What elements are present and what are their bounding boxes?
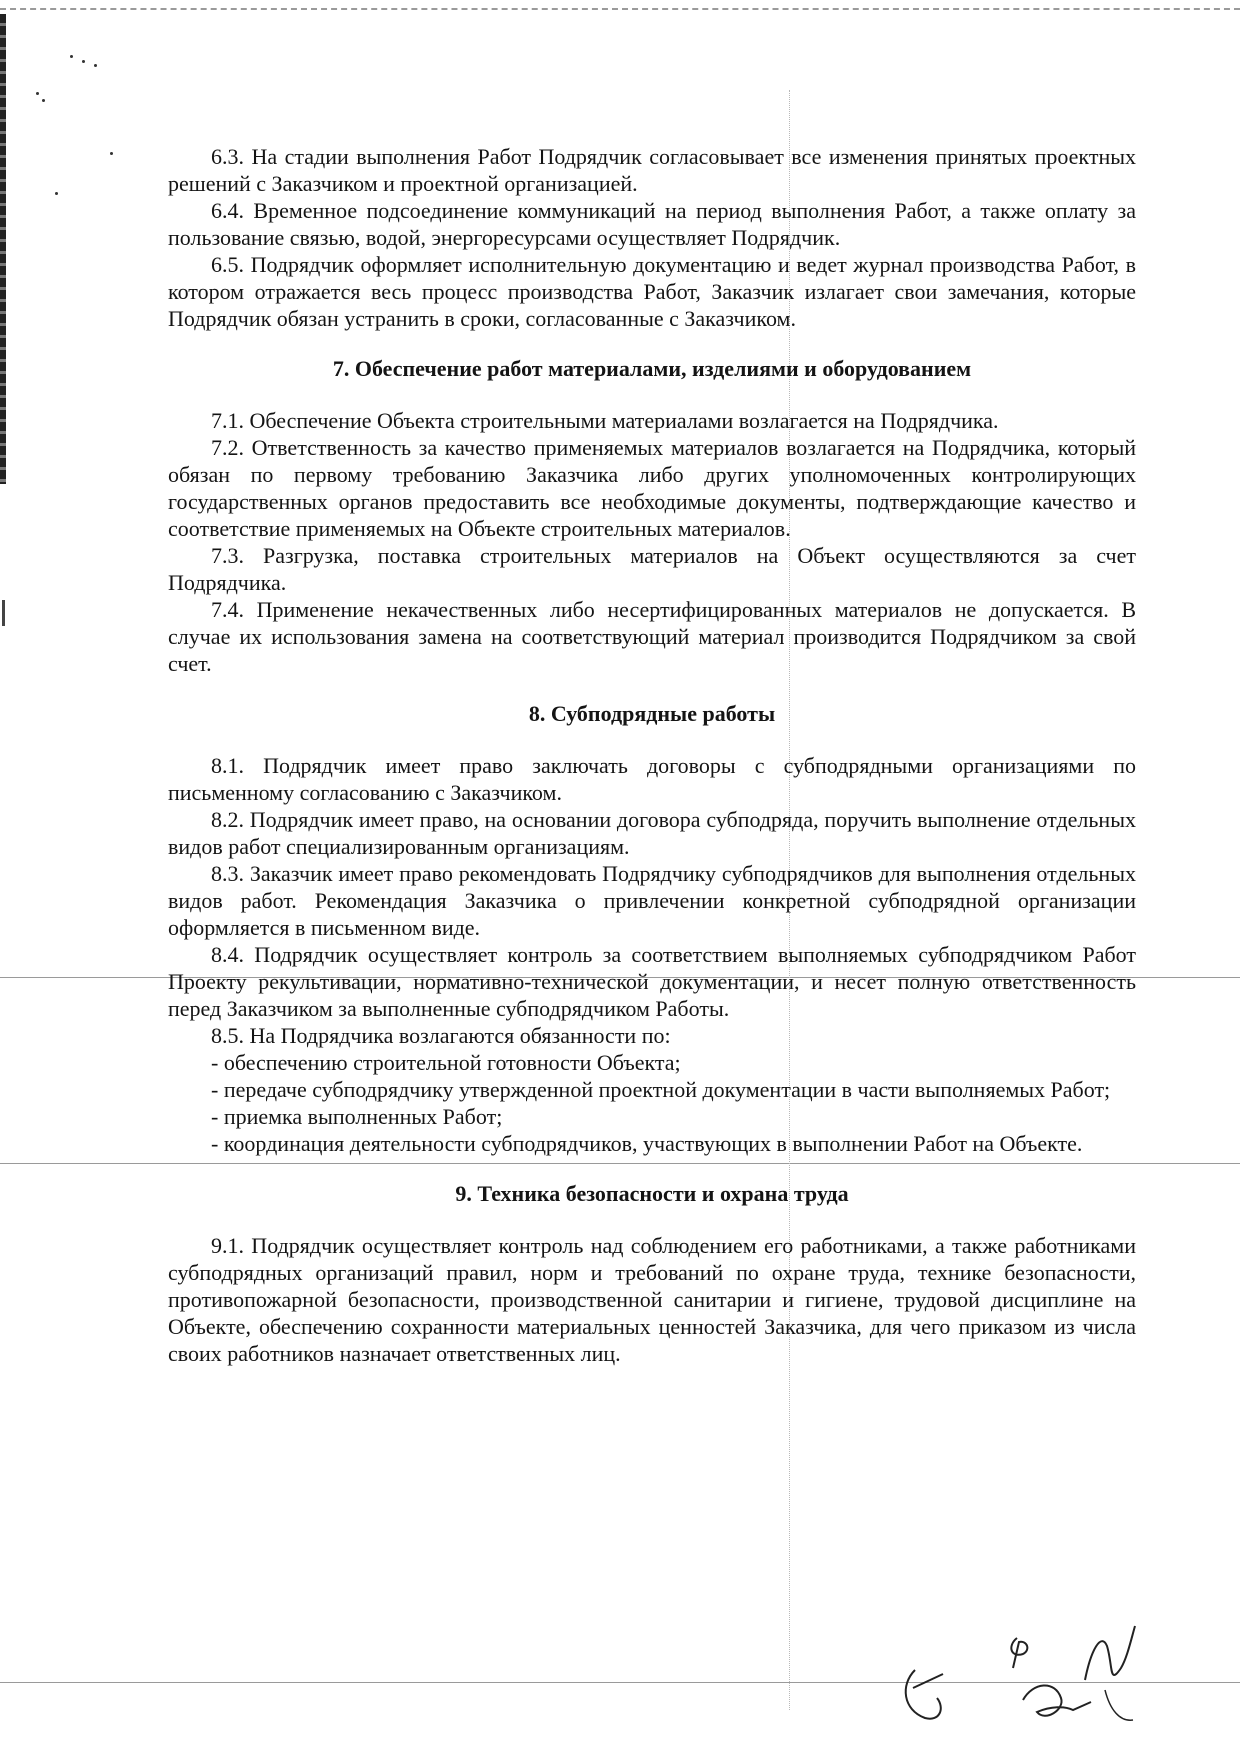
scan-speck [36, 92, 39, 95]
scan-speck [42, 99, 45, 102]
clause-7-4: 7.4. Применение некачественных либо несертифицированных материалов не допускается. В случае их использования замена на соответствующий материал производится Подрядчиком за свой счет. [168, 597, 1136, 676]
clause-7-3: 7.3. Разгрузка, поставка строительных материалов на Объект осуществляются за счет Подрядчика. [168, 543, 1136, 595]
clause-6-4: 6.4. Временное подсоединение коммуникаций на период выполнения Работ, а также оплату за пользование связью, водой, энергоресурсами осуществляет Подрядчик. [168, 198, 1136, 250]
scan-edge-top [0, 8, 1240, 10]
clause-8-3: 8.3. Заказчик имеет право рекомендовать Подрядчику субподрядчиков для выполнения отдельных видов работ. Рекомендация Заказчика о привлечении конкретной субподрядной организации оформляется в письменном виде. [168, 861, 1136, 940]
clause-8-1: 8.1. Подрядчик имеет право заключать договоры с субподрядными организациями по письменному согласованию с Заказчиком. [168, 753, 1136, 805]
scan-speck [70, 55, 73, 58]
section-8 [168, 700, 1136, 1157]
document-page [168, 143, 1136, 1367]
scan-mark-left [2, 600, 5, 626]
clause-8-4: 8.4. Подрядчик осуществляет контроль за соответствием выполняемых субподрядчиком Работ Проекту рекультивации, нормативно-технической документации, и несет полную ответственность перед Заказчиком за выполненные субподрядчиком Работы. [168, 942, 1136, 1021]
clause-8-5: 8.5. На Подрядчика возлагаются обязанности по: [211, 1023, 671, 1048]
list-item: - координация деятельности субподрядчиков, участвующих в выполнении Работ на Объекте. [211, 1131, 1083, 1156]
clause-7-1: 7.1. Обеспечение Объекта строительными материалами возлагается на Подрядчика. [211, 408, 999, 433]
section-6 [168, 143, 1136, 332]
section-9 [168, 1180, 1136, 1367]
list-item: - приемка выполненных Работ; [211, 1104, 503, 1129]
scan-speck [94, 64, 97, 67]
clause-7-2: 7.2. Ответственность за качество применяемых материалов возлагается на Подрядчика, который обязан по первому требованию Заказчика либо других уполномоченных контролирующих государственных органов предоставить все необходимые документы, подтверждающие качество и соответствие применяемых на Объекте строительных материалов. [168, 435, 1136, 541]
section-heading-9: 9. Техника безопасности и охрана труда [455, 1181, 849, 1206]
list-item: - обеспечению строительной готовности Объекта; [211, 1050, 681, 1075]
clause-6-5: 6.5. Подрядчик оформляет исполнительную документацию и ведет журнал производства Работ, в котором отражается весь процесс производства Работ, Заказчик излагает свои замечания, которые Подрядчик обязан устранить в сроки, согласованные с Заказчиком. [168, 252, 1136, 331]
scan-speck [82, 60, 85, 63]
scan-speck [55, 192, 58, 195]
clause-9-1: 9.1. Подрядчик осуществляет контроль над соблюдением его работниками, а также работниками субподрядных организаций правил, норм и требований по охране труда, технике безопасности, противопожарной безопасности, производственной санитарии и гигиене, трудовой дисциплине на Объекте, обеспечению сохранности материальных ценностей Заказчика, для чего приказом из числа своих работников назначает ответственных лиц. [168, 1233, 1136, 1366]
clause-8-2: 8.2. Подрядчик имеет право, на основании договора субподряда, поручить выполнение отдельных видов работ специализированным организациям. [168, 807, 1136, 859]
section-heading-7: 7. Обеспечение работ материалами, изделиями и оборудованием [332, 356, 972, 381]
scan-speck [110, 152, 113, 155]
section-7 [168, 355, 1136, 677]
handwritten-signatures [895, 1610, 1195, 1750]
scan-edge-left [0, 14, 6, 484]
clause-6-3: 6.3. На стадии выполнения Работ Подрядчик согласовывает все изменения принятых проектных решений с Заказчиком и проектной организацией. [168, 144, 1136, 196]
list-item: - передаче субподрядчику утвержденной проектной документации в части выполняемых Работ; [211, 1077, 1111, 1102]
section-heading-8: 8. Субподрядные работы [528, 701, 776, 726]
